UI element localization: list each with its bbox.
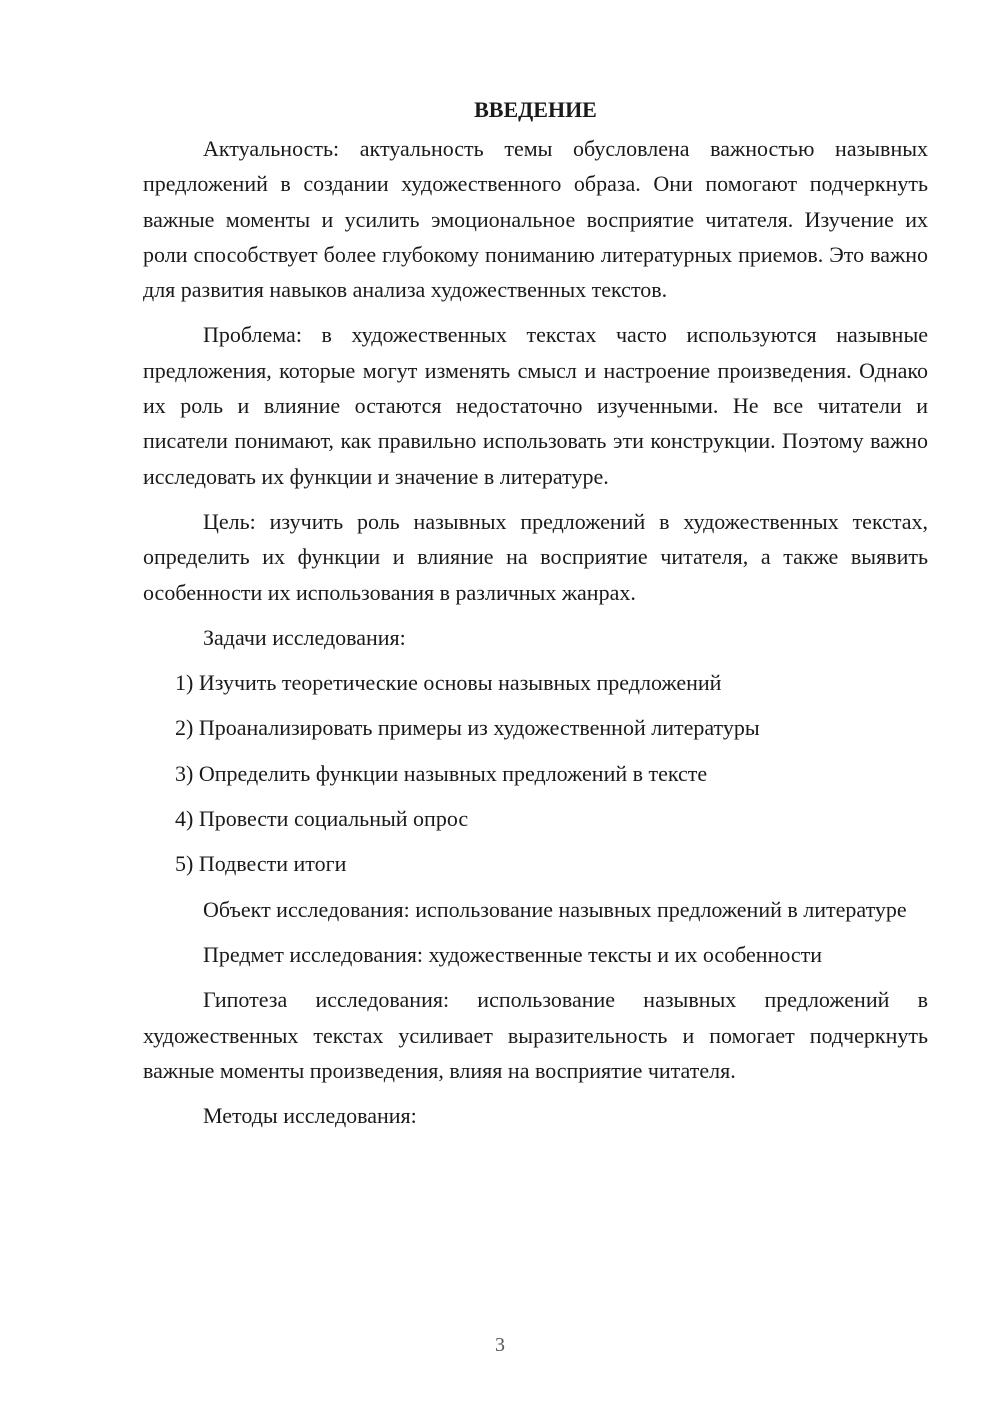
methods-paragraph: Методы исследования: — [203, 1103, 417, 1129]
tasks-intro: Задачи исследования: — [203, 624, 406, 650]
task-item: 5) Подвести итоги — [175, 851, 347, 877]
page-number: 3 — [495, 1334, 505, 1356]
goal-paragraph: Цель: изучить роль назывных предложений в художественных текстах, определить их функции и влияние на восприятие читателя, а также выявить особенности их использования в различных жанрах. — [143, 508, 928, 605]
task-item: 1) Изучить теоретические основы назывных предложений — [175, 670, 722, 696]
task-item: 3) Определить функции назывных предложений в тексте — [175, 760, 708, 786]
section-heading: ВВЕДЕНИЕ — [474, 97, 597, 122]
hypothesis-paragraph: Гипотеза исследования: использование назывных предложений в художественных текстах усиливает выразительность и помогает подчеркнуть важные моменты произведения, влияя на восприятие читателя. — [143, 987, 928, 1083]
subject-paragraph: Предмет исследования: художественные тексты и их особенности — [203, 941, 823, 967]
object-paragraph: Объект исследования: использование назывных предложений в литературе — [203, 896, 907, 922]
problem-paragraph: Проблема: в художественных текстах часто используются назывные предложения, которые могут изменять смысл и настроение произведения. Однако их роль и влияние остаются недостаточно изученными. Не все читатели и писатели понимают, как правильно использовать эти конструкции. Поэтому важно исследовать их функции и значение в литературе. — [143, 322, 928, 489]
task-item: 2) Проанализировать примеры из художественной литературы — [175, 715, 760, 741]
task-item: 4) Провести социальный опрос — [175, 806, 469, 832]
relevance-paragraph: Актуальность: актуальность темы обусловлена важностью назывных предложений в создании художественного образа. Они помогают подчеркнуть важные моменты и усилить эмоциональное восприятие читателя. Изучение их роли способствует более глубокому пониманию литературных приемов. Это важно для развития навыков анализа художественных текстов. — [143, 136, 928, 303]
page-content — [143, 92, 928, 1143]
